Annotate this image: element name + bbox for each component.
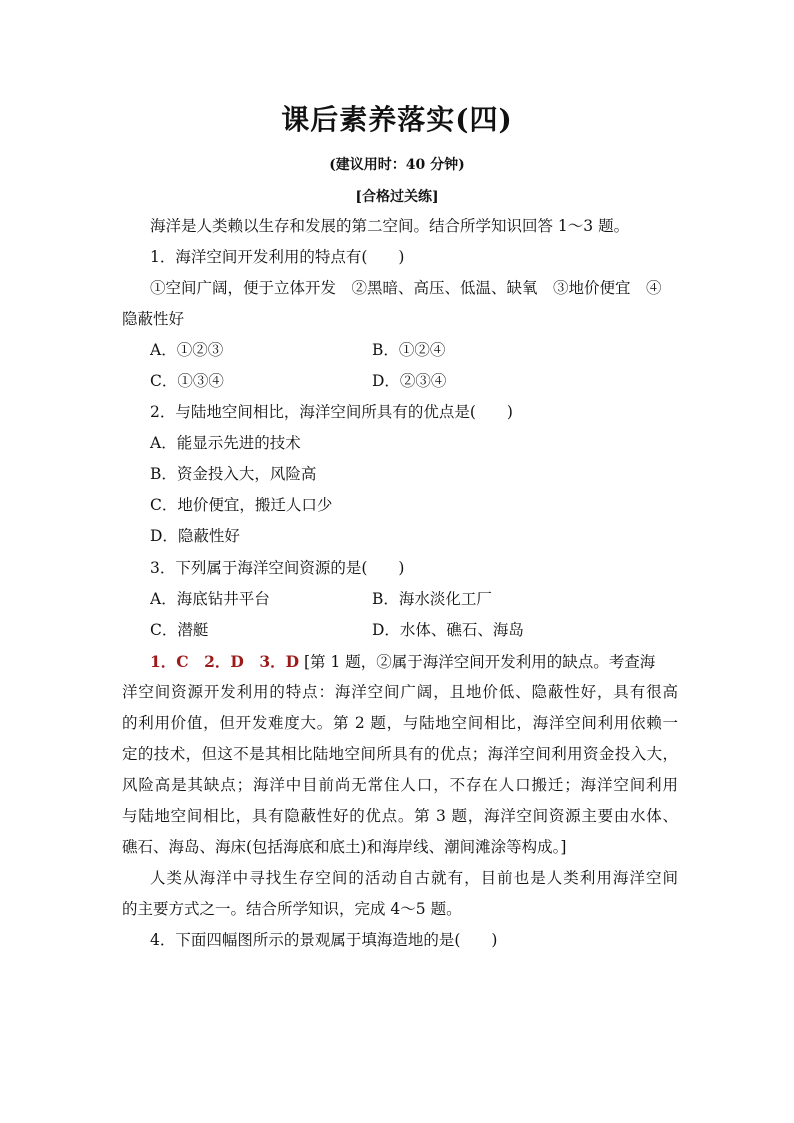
intro-2-line1: 人类从海洋中寻找生存空间的活动自古就有，目前也是人类利用海洋空间 (150, 869, 678, 887)
q2-stem: 2．与陆地空间相比，海洋空间所具有的优点是( ) (150, 403, 513, 421)
intro-2-line2: 的主要方式之一。结合所学知识，完成 4～5 题。 (122, 900, 462, 918)
q1-option-c: C．①③④ (150, 372, 224, 390)
answer-line-4: 定的技术，但这不是其相比陆地空间所具有的优点；海洋空间利用资金投入大， (122, 745, 678, 763)
q1-items-line2: 隐蔽性好 (122, 310, 185, 328)
q3-option-c: C．潜艇 (150, 621, 209, 639)
answer-explanation-start: [第 1 题，②属于海洋空间开发利用的缺点。考查海 (299, 653, 656, 671)
answer-line-7: 礁石、海岛、海床(包括海底和底土)和海岸线、潮间滩涂等构成。] (122, 838, 567, 856)
page-title: 课后素养落实(四) (281, 103, 513, 136)
q1-option-a: A．①②③ (150, 341, 224, 359)
q2-option-d: D．隐蔽性好 (150, 527, 240, 545)
section-heading: [合格过关练] (355, 189, 439, 205)
answer-line-5: 风险高是其缺点；海洋中目前尚无常住人口，不存在人口搬迁；海洋空间利用 (122, 776, 678, 794)
answer-line-1 (150, 646, 678, 678)
q3-stem: 3．下列属于海洋空间资源的是( ) (150, 559, 405, 577)
intro-1: 海洋是人类赖以生存和发展的第二空间。结合所学知识回答 1～3 题。 (150, 217, 630, 235)
q1-option-d: D．②③④ (372, 372, 447, 390)
answer-keys: 1．C 2．D 3．D (150, 652, 300, 671)
q1-option-b: B．①②④ (372, 341, 446, 359)
q2-option-b: B．资金投入大，风险高 (150, 465, 317, 483)
q3-option-a: A．海底钻井平台 (150, 590, 270, 608)
q3-option-b: B．海水淡化工厂 (372, 590, 492, 608)
q3-option-d: D．水体、礁石、海岛 (372, 621, 524, 639)
q4-stem: 4．下面四幅图所示的景观属于填海造地的是( ) (150, 931, 498, 949)
q1-stem: 1．海洋空间开发利用的特点有( ) (150, 248, 405, 266)
answer-line-3: 的利用价值，但开发难度大。第 2 题，与陆地空间相比，海洋空间利用依赖一 (122, 714, 678, 732)
q2-option-a: A．能显示先进的技术 (150, 434, 301, 452)
q1-items-line1: ①空间广阔，便于立体开发 ②黑暗、高压、低温、缺氧 ③地价便宜 ④ (150, 279, 662, 297)
answer-line-2: 洋空间资源开发利用的特点：海洋空间广阔，且地价低、隐蔽性好，具有很高 (122, 683, 678, 701)
q2-option-c: C．地价便宜，搬迁人口少 (150, 496, 333, 514)
time-note: (建议用时：40 分钟) (329, 157, 465, 173)
answer-line-6: 与陆地空间相比，具有隐蔽性好的优点。第 3 题，海洋空间资源主要由水体、 (122, 807, 678, 825)
